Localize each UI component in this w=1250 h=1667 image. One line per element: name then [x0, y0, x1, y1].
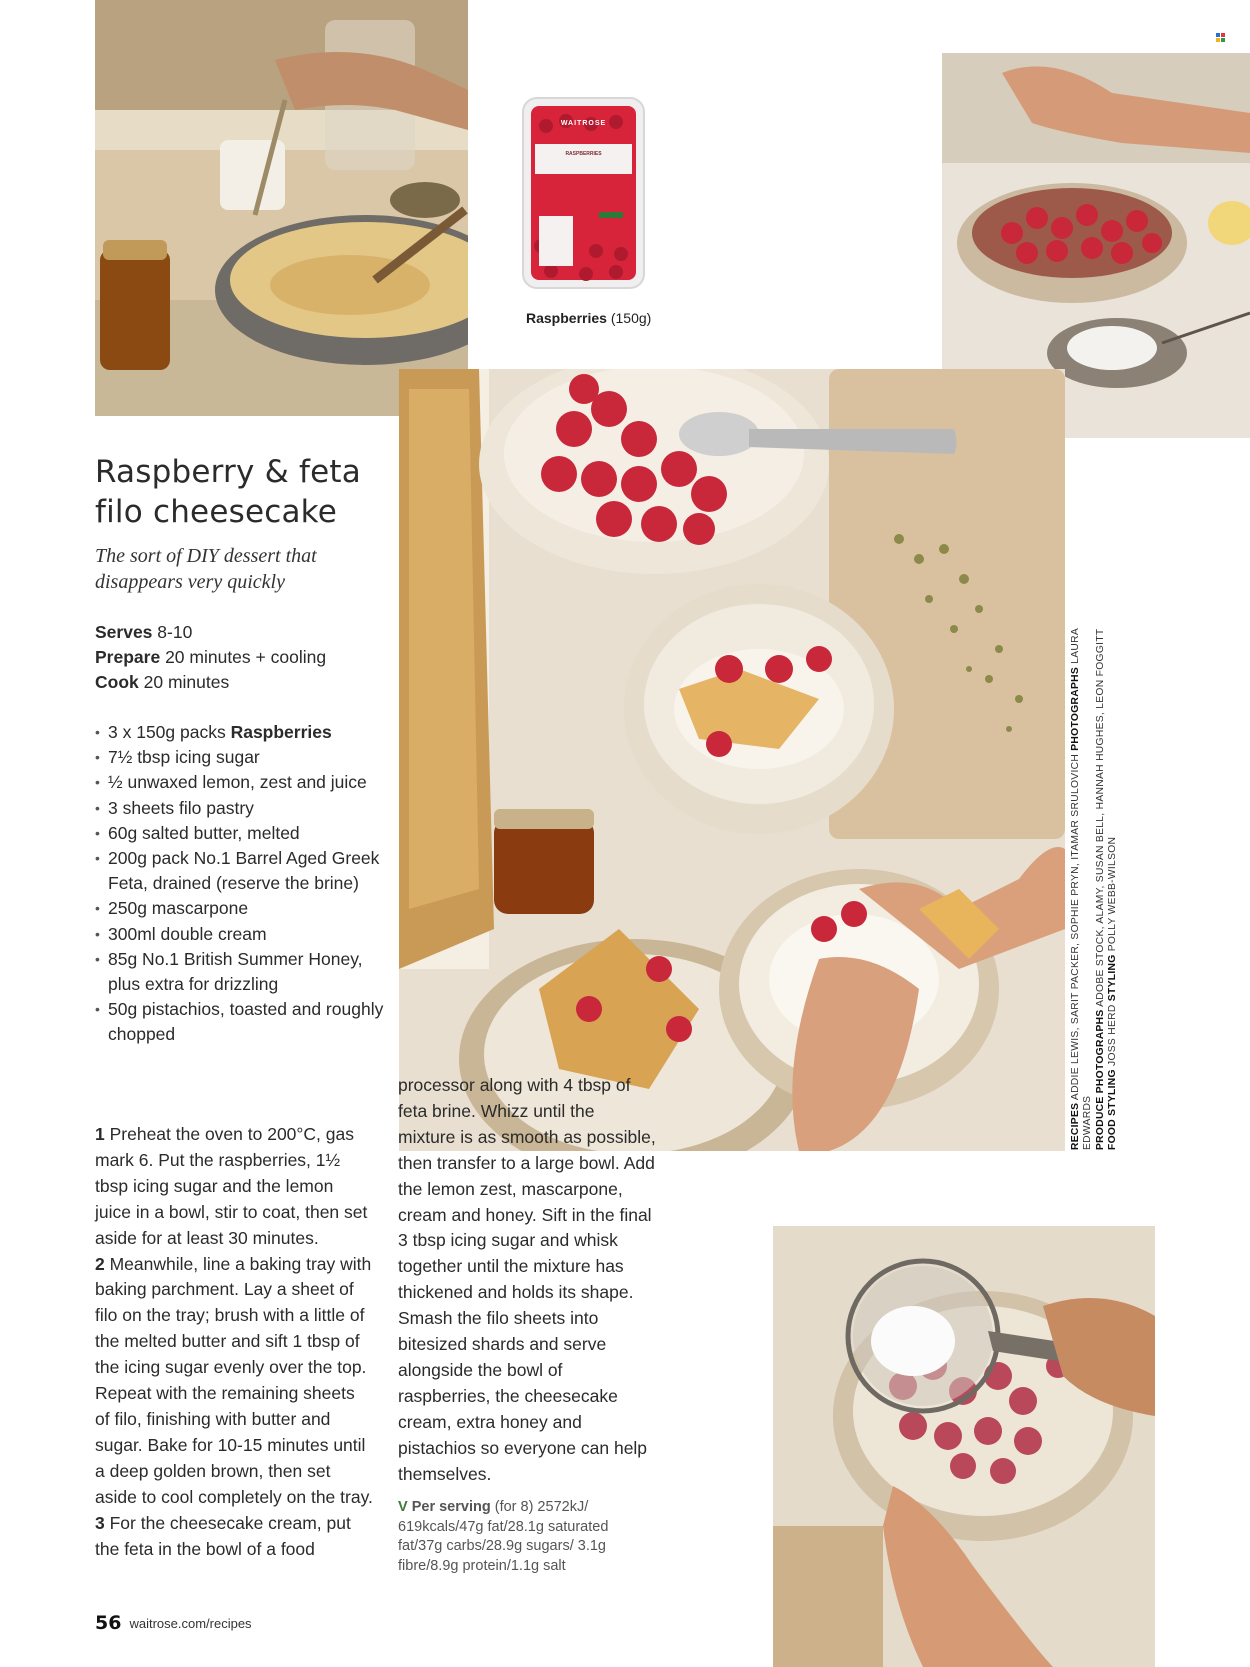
ingredient-text: 3 x 150g packs [108, 722, 231, 742]
ingredient-text: 60g salted butter, melted [108, 822, 300, 843]
credit-label: PHOTOGRAPHS [1070, 666, 1081, 751]
product-caption [526, 310, 651, 326]
ingredient-text: 3 sheets filo pastry [108, 797, 254, 818]
ingredient-text: 50g pistachios, toasted and roughly chopped [108, 999, 384, 1045]
credit-label: STYLING [1107, 954, 1119, 1002]
ingredient-text: 300ml double cream [108, 923, 267, 944]
whisking-bowl-photo [95, 0, 468, 416]
serves-row [95, 620, 326, 645]
ingredient-item [95, 896, 395, 921]
credit-label: RECIPES [1070, 1102, 1081, 1150]
website-link[interactable]: waitrose.com/recipes [129, 1615, 252, 1631]
prepare-label: Prepare [95, 647, 161, 667]
method-step-3 [95, 1511, 373, 1563]
step-number: 2 [95, 1253, 105, 1274]
cook-row [95, 670, 326, 695]
step-text: Meanwhile, line a baking tray with baking parchment. Lay a sheet of filo on the tray; brush with a little of the melted butter and sift 1 tbsp of the icing sugar evenly over the top. Repeat with the remaining sheets of filo, finishing with butter and sugar. Bake for 10-15 minutes until a deep golden brown, then set aside to cool completely on the tray. [95, 1253, 373, 1507]
recipe-meta [95, 620, 326, 695]
ingredient-item [95, 997, 395, 1047]
serves-label: Serves [95, 622, 153, 642]
ingredient-item [95, 796, 395, 821]
method-column-2 [398, 1073, 656, 1488]
credit-names: ADOBE STOCK, ALAMY, SUSAN BELL, HANNAH HUGHES, LEON FOGGITT [1094, 628, 1106, 1007]
raspberries-pack-image [521, 96, 646, 290]
recipe-subtitle: The sort of DIY dessert that disappears very quickly [95, 545, 317, 593]
method-step-2 [95, 1252, 373, 1511]
nutrition-label: Per serving [411, 1499, 491, 1515]
ingredient-item [95, 922, 395, 947]
ingredient-item [95, 821, 395, 846]
ingredient-text: 7½ tbsp icing sugar [108, 747, 260, 768]
product-caption-size: (150g) [610, 310, 652, 326]
serves-value: 8-10 [157, 622, 193, 642]
page-footer [95, 1612, 252, 1634]
ingredient-text: 250g mascarpone [108, 898, 249, 919]
ingredient-item [95, 745, 395, 770]
ingredient-text: 85g No.1 British Summer Honey, plus extra for drizzling [108, 948, 363, 995]
credit-label: FOOD STYLING [1107, 1069, 1119, 1150]
prepare-row [95, 645, 326, 670]
step-text-continued: processor along with 4 tbsp of feta brine. Whizz until the mixture is as smooth as possible, then transfer to a large bowl. Add the lemon zest, mascarpone, cream and honey. Sift in the final 3 tbsp icing sugar and whisk together until the mixture has thickened and holds its shape. Smash the filo sheets into bitesized shards and serve alongside the bowl of raspberries, the cheesecake cream, extra honey and pistachios so everyone can help themselves. [398, 1075, 656, 1484]
step-text: For the cheesecake cream, put the feta in the bowl of a food [95, 1512, 351, 1559]
prepare-value: 20 minutes + cooling [165, 647, 327, 667]
ingredient-item [95, 846, 395, 896]
table-spread-photo [399, 369, 1065, 1151]
credit-names: ADDIE LEWIS, SARIT PACKER, SOPHIE PRYN, ITAMAR SRULOVICH [1070, 753, 1081, 1101]
credits-line-3 [1107, 610, 1119, 1150]
step-text: Preheat the oven to 200°C, gas mark 6. Put the raspberries, 1½ tbsp icing sugar and the lemon juice in a bowl, stir to coat, then set aside for at least 30 minutes. [95, 1124, 368, 1248]
ingredient-text: ½ unwaxed lemon, zest and juice [108, 772, 367, 793]
ingredient-item [95, 947, 395, 997]
ingredient-text: 200g pack No.1 Barrel Aged Greek Feta, drained (reserve the brine) [108, 848, 380, 894]
cook-value: 20 minutes [143, 672, 230, 692]
pack-product-text: RASPBERRIES [565, 151, 602, 157]
brand-logo-icon [1216, 33, 1225, 42]
credit-names: POLLY WEBB-WILSON [1107, 836, 1119, 952]
method-step-1 [95, 1122, 373, 1252]
credits-line-2 [1095, 610, 1107, 1150]
method-column-1 [95, 1122, 373, 1562]
credit-names: JOSS HERD [1107, 1004, 1119, 1066]
pack-brand-text: WAITROSE [560, 120, 607, 127]
ingredients-list [95, 720, 395, 1048]
credit-label: PRODUCE PHOTOGRAPHS [1094, 1009, 1106, 1150]
credit-names: LAURA EDWARDS [1070, 628, 1094, 1150]
nutrition-info [398, 1498, 638, 1576]
nutrition-text: (for 8) 2572kJ/ 619kcals/47g fat/28.1g saturated fat/37g carbs/28.9g sugars/ 3.1g fibre/8.9g protein/1.1g salt [398, 1499, 609, 1574]
product-caption-name: Raspberries [526, 310, 607, 326]
step-number: 3 [95, 1512, 105, 1533]
ingredient-item [95, 770, 395, 795]
vegetarian-mark: V [398, 1499, 408, 1515]
cook-label: Cook [95, 672, 139, 692]
ingredient-item [95, 720, 395, 745]
ingredient-highlight: Raspberries [230, 722, 332, 742]
photo-credits [1070, 610, 1120, 1150]
page-number: 56 [95, 1612, 122, 1634]
step-number: 1 [95, 1124, 105, 1144]
recipe-title: Raspberry & feta filo cheesecake [95, 454, 361, 530]
sifting-sugar-photo [773, 1226, 1155, 1667]
credits-line-1 [1070, 610, 1095, 1150]
